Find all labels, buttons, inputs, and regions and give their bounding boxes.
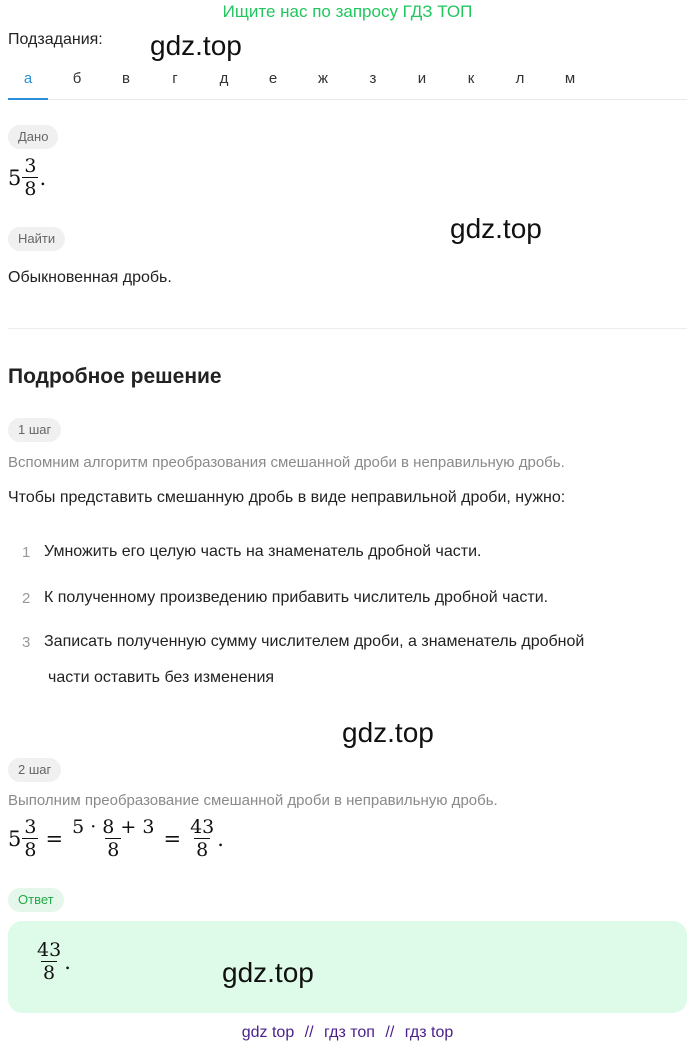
find-label: Найти [8, 227, 65, 251]
tab-g[interactable]: г [172, 70, 178, 87]
list-item-number: 2 [22, 590, 31, 607]
given-period: . [39, 165, 47, 190]
list-item: К полученному произведению прибавить числитель дробной части. [44, 589, 549, 606]
step1-label: 1 шаг [8, 418, 61, 442]
step2-whole: 5 [8, 826, 22, 851]
footer-link-gdz-top[interactable]: gdz top [241, 1024, 295, 1041]
given-label: Дано [8, 125, 58, 149]
subtask-tabs [8, 70, 687, 100]
step2-label: 2 шаг [8, 758, 61, 782]
answer-denominator: 8 [43, 962, 56, 984]
list-item: Умножить его целую часть на знаменатель дробной части. [44, 543, 482, 560]
watermark: gdz.top [150, 30, 242, 61]
step2-numerator: 3 [24, 816, 37, 838]
footer-link-gdz-top-mixed[interactable]: гдз top [404, 1024, 454, 1041]
list-item-number: 1 [22, 544, 31, 561]
answer-expression [34, 939, 71, 984]
equals-sign: = [45, 826, 64, 851]
answer-fraction [35, 939, 63, 984]
watermark: gdz.top [342, 717, 434, 748]
step2-denominator-expr: 8 [107, 839, 120, 861]
footer-link-gdz-top-ru[interactable]: гдз топ [324, 1024, 375, 1041]
footer-separator: // [304, 1024, 314, 1041]
tab-i[interactable]: и [417, 70, 427, 87]
step2-numerator-expr: 5 · 8 + 3 [72, 816, 155, 838]
tab-zh[interactable]: ж [317, 70, 329, 87]
watermark: gdz.top [450, 213, 542, 244]
step2-period: . [217, 826, 224, 851]
step2-numerator-result: 43 [190, 816, 215, 838]
list-item-continuation: части оставить без изменения [48, 669, 275, 686]
given-fraction [22, 155, 38, 200]
find-text: Обыкновенная дробь. [8, 269, 172, 286]
tab-e[interactable]: е [268, 70, 278, 87]
tab-a[interactable]: а [8, 70, 48, 100]
step1-intro: Чтобы представить смешанную дробь в виде неправильной дроби, нужно: [8, 489, 566, 506]
list-item: Записать полученную сумму числителем дроби, а знаменатель дробной [44, 633, 585, 650]
step1-hint: Вспомним алгоритм преобразования смешанной дроби в неправильную дробь. [8, 454, 565, 471]
tab-b[interactable]: б [72, 70, 82, 87]
section-divider [8, 328, 687, 329]
equals-sign: = [163, 826, 182, 851]
tab-l[interactable]: л [515, 70, 525, 87]
list-item-number: 3 [22, 634, 31, 651]
watermark: gdz.top [222, 957, 314, 988]
footer-links [0, 1024, 695, 1042]
step2-denominator: 8 [24, 839, 37, 861]
tab-m[interactable]: м [564, 70, 576, 87]
given-denominator: 8 [24, 178, 37, 200]
answer-box [8, 921, 687, 1013]
step2-expression [8, 816, 224, 861]
given-whole: 5 [8, 165, 22, 190]
step2-fraction-result [188, 816, 216, 861]
step2-fraction-compute [70, 816, 156, 861]
step2-denominator-result: 8 [196, 839, 209, 861]
given-expression [8, 155, 46, 200]
tab-d[interactable]: д [219, 70, 229, 87]
answer-label: Ответ [8, 888, 64, 912]
subtasks-title: Подзадания: [8, 31, 103, 48]
given-numerator: 3 [24, 155, 37, 177]
tab-k[interactable]: к [467, 70, 475, 87]
answer-numerator: 43 [37, 939, 62, 961]
solution-title: Подробное решение [8, 365, 222, 388]
tab-v[interactable]: в [122, 70, 130, 87]
answer-period: . [64, 949, 71, 974]
promo-banner[interactable]: Ищите нас по запросу ГДЗ ТОП [222, 2, 473, 21]
step2-fraction-mixed [22, 816, 38, 861]
tab-z[interactable]: з [369, 70, 377, 87]
footer-separator: // [385, 1024, 395, 1041]
step2-hint: Выполним преобразование смешанной дроби в неправильную дробь. [8, 792, 498, 809]
